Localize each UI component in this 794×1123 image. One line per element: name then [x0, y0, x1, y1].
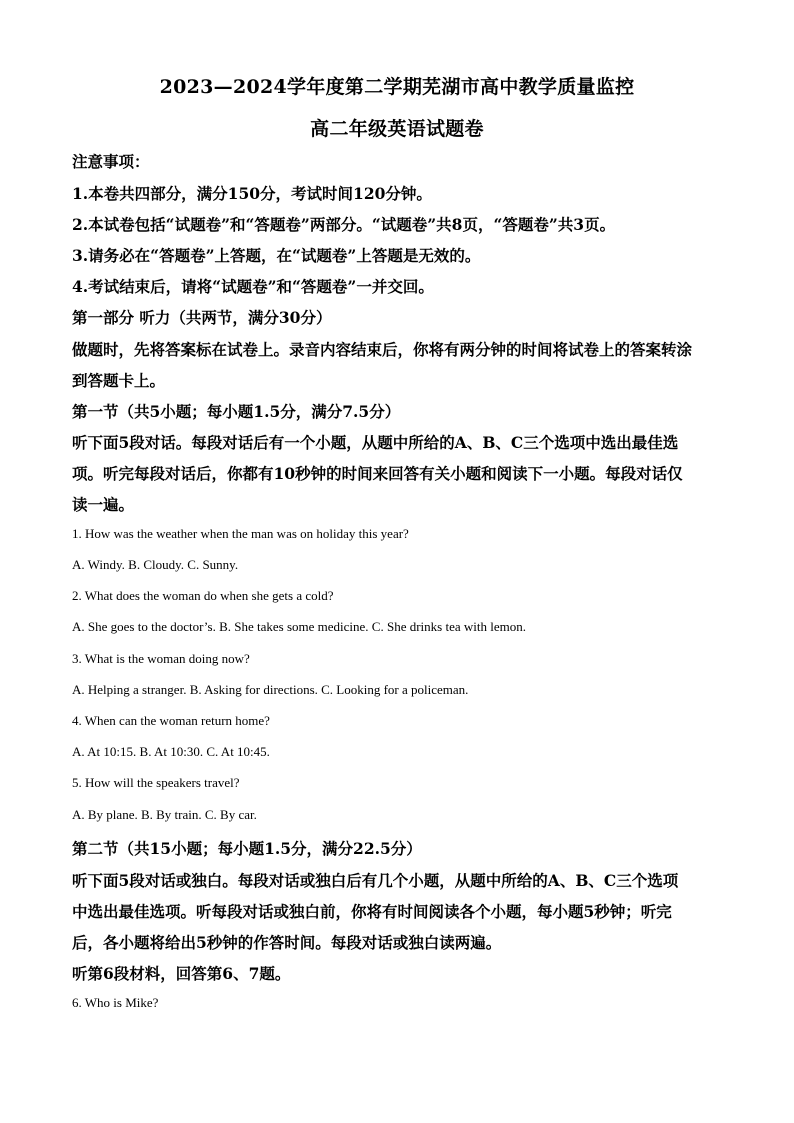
section1-instruction: 读一遍。 [72, 495, 135, 514]
section2-instruction: 中选出最佳选项。听每段对话或独白前，你将有时间阅读各个小题，每小题5秒钟；听完 [72, 902, 672, 921]
question-text: 5. How will the speakers travel? [72, 775, 240, 790]
question-text: 6. Who is Mike? [72, 995, 159, 1010]
question-text: 1. How was the weather when the man was on holiday this year? [72, 526, 409, 541]
question-text: 2. What does the woman do when she gets a cold? [72, 588, 334, 603]
section2-instruction: 听下面5段对话或独白。每段对话或独白后有几个小题，从题中所给的A、B、C三个选项 [72, 871, 679, 890]
note-item: 4.考试结束后，请将“试题卷”和“答题卷”一并交回。 [72, 277, 434, 296]
note-item: 2.本试卷包括“试题卷”和“答题卷”两部分。“试题卷”共8页，“答题卷”共3页。 [72, 215, 616, 234]
question-options: A. Windy. B. Cloudy. C. Sunny. [72, 557, 239, 572]
part1-heading: 第一部分 听力（共两节，满分30分） [72, 308, 332, 327]
question-options: A. Helping a stranger. B. Asking for directions. C. Looking for a policeman. [72, 682, 469, 697]
part1-instruction: 做题时，先将答案标在试卷上。录音内容结束后，你将有两分钟的时间将试卷上的答案转涂 [72, 340, 693, 359]
question-options: A. She goes to the doctor’s. B. She takes some medicine. C. She drinks tea with lemon. [72, 619, 526, 634]
note-item: 3.请务必在“答题卷”上答题，在“试题卷”上答题是无效的。 [72, 246, 481, 265]
question-options: A. By plane. B. By train. C. By car. [72, 807, 257, 822]
notes-heading: 注意事项： [72, 152, 150, 171]
exam-title: 2023—2024学年度第二学期芜湖市高中教学质量监控 [159, 76, 635, 98]
question-text: 4. When can the woman return home? [72, 713, 270, 728]
exam-subtitle: 高二年级英语试题卷 [310, 118, 484, 140]
section1-heading: 第一节（共5小题；每小题1.5分，满分7.5分） [72, 402, 401, 421]
section1-instruction: 项。听完每段对话后，你都有10秒钟的时间来回答有关小题和阅读下一小题。每段对话仅 [72, 464, 683, 483]
note-item: 1.本卷共四部分，满分150分，考试时间120分钟。 [72, 184, 432, 203]
section1-instruction: 听下面5段对话。每段对话后有一个小题，从题中所给的A、B、C三个选项中选出最佳选 [72, 433, 679, 452]
section2-instruction: 后，各小题将给出5秒钟的作答时间。每段对话或独白读两遍。 [72, 933, 502, 952]
section2-heading: 第二节（共15小题；每小题1.5分，满分22.5分） [72, 839, 422, 858]
question-options: A. At 10:15. B. At 10:30. C. At 10:45. [72, 744, 270, 759]
material-instruction: 听第6段材料，回答第6、7题。 [72, 964, 291, 983]
part1-instruction: 到答题卡上。 [72, 371, 166, 390]
question-text: 3. What is the woman doing now? [72, 651, 250, 666]
